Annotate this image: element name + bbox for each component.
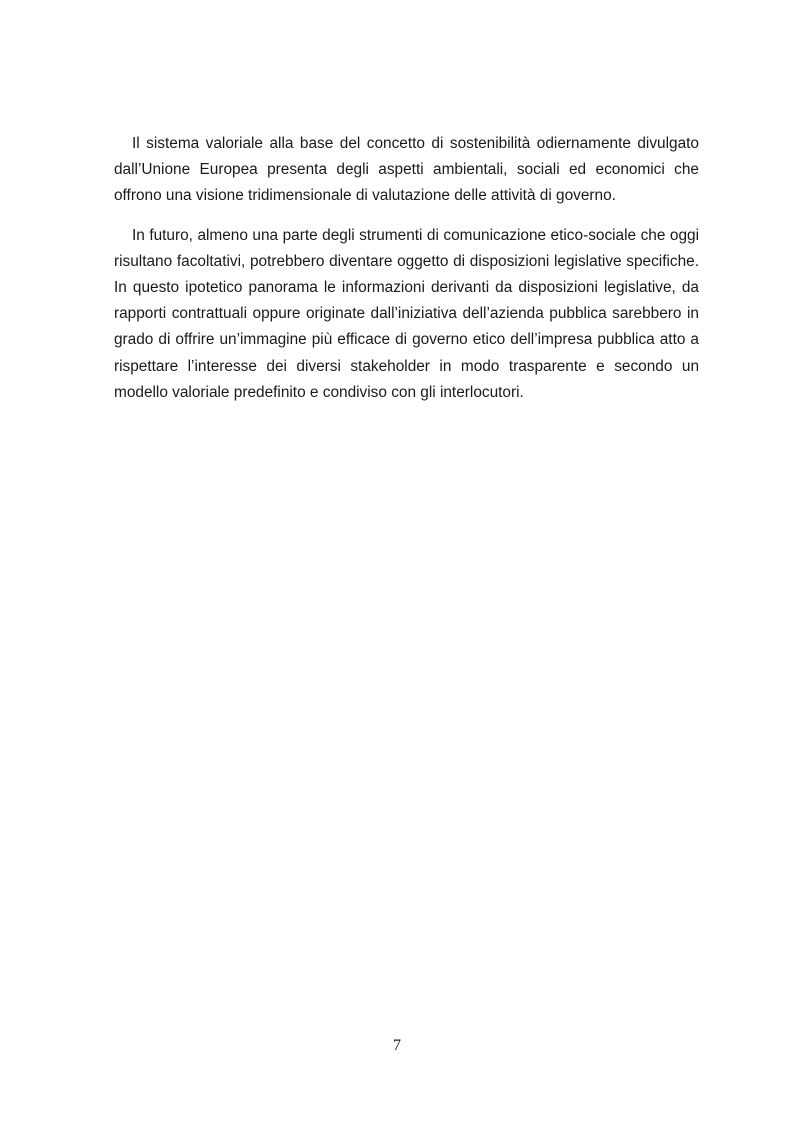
paragraph-2: In futuro, almeno una parte degli strumenti di comunicazione etico-sociale che oggi risultano facoltativi, potrebbero diventare oggetto di disposizioni legislative specifiche. In questo ipotetico panorama le informazioni derivanti da disposizioni legislative, da rapporti contrattuali oppure originate dall’iniziativa dell’azienda pubblica sarebbero in grado di offrire un’immagine più efficace di governo etico dell’impresa pubblica atto a rispettare l’interesse dei diversi stakeholder in modo trasparente e secondo un modello valoriale predefinito e condiviso con gli interlocutori.	[114, 226, 699, 401]
paragraph-1: Il sistema valoriale alla base del concetto di sostenibilità odiernamente divulgato dall’Unione Europea presenta degli aspetti ambientali, sociali ed economici che offrono una visione tridimensionale di valutazione delle attività di governo.	[114, 135, 699, 205]
body-text	[114, 131, 699, 406]
page-number: 7	[393, 1037, 401, 1054]
